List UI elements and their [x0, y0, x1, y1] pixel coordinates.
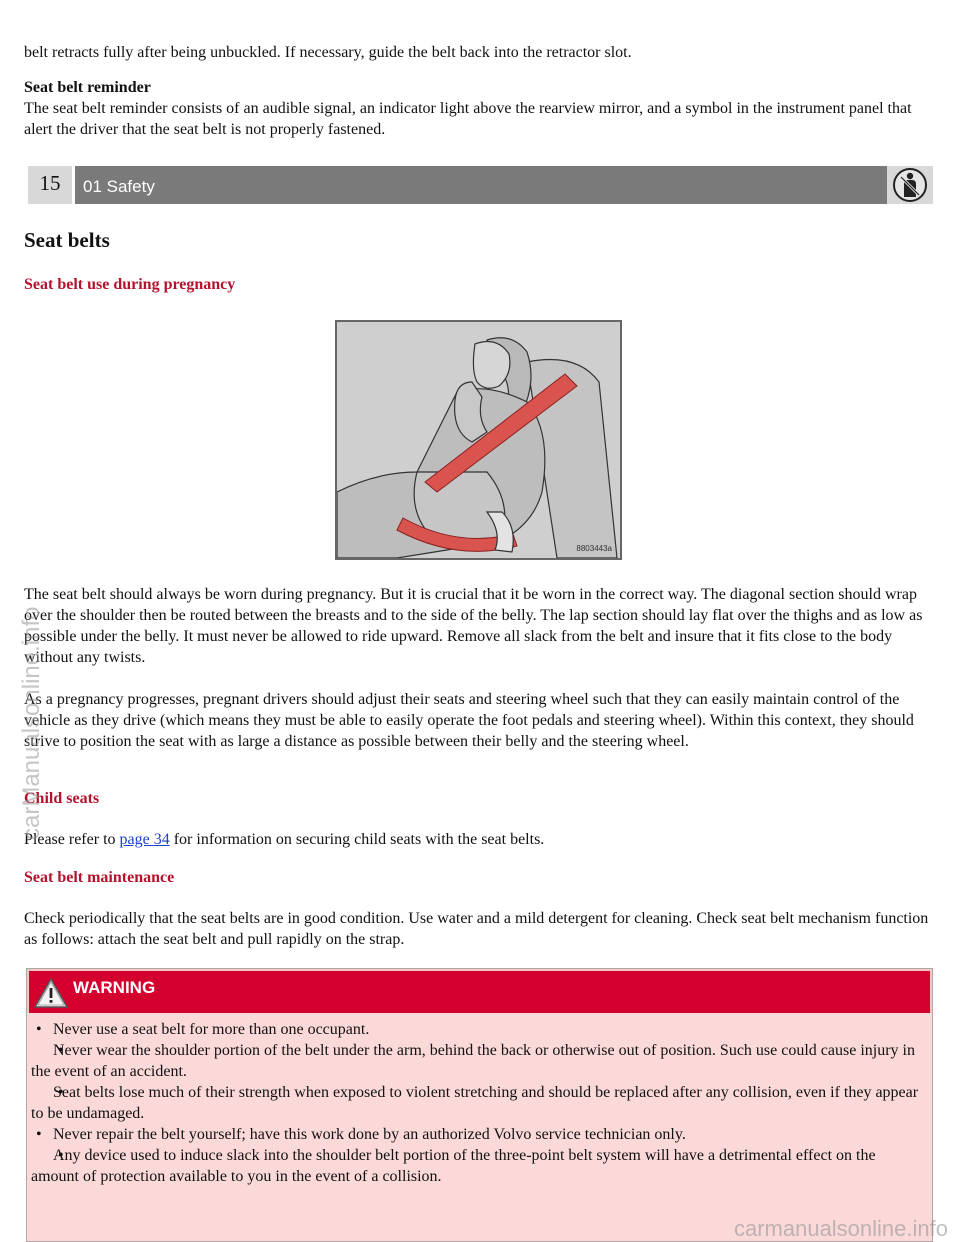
warning-item-text: Any device used to induce slack into the shoulder belt portion of the three-point belt system will have a detrimental effect on the amount of protection available to you in the event of a collision.: [31, 1147, 876, 1185]
maintenance-heading: Seat belt maintenance: [24, 869, 175, 886]
warning-item: [31, 1145, 926, 1187]
warning-item-text: Never use a seat belt for more than one occupant.: [53, 1021, 370, 1038]
warning-triangle-icon: [33, 977, 69, 1009]
side-watermark: carManualsonline.info: [18, 606, 45, 840]
child-seats-text: [24, 829, 936, 850]
warning-item: [31, 1019, 926, 1040]
warning-item: [31, 1124, 926, 1145]
pregnancy-belt-illustration: [335, 320, 622, 560]
child-seats-paragraph: [24, 829, 936, 850]
page-title: Seat belts: [24, 228, 110, 252]
child-seats-text-after: for information on securing child seats with the seat belts.: [169, 831, 545, 848]
warning-item: [31, 1040, 926, 1082]
figure-code: 8803443a: [576, 544, 612, 553]
reminder-heading: Seat belt reminder: [24, 79, 151, 96]
pregnant-driver-drawing: [337, 322, 620, 558]
maintenance-text: [24, 908, 936, 950]
section-title: 01 Safety: [83, 177, 155, 196]
pregnancy-heading: Seat belt use during pregnancy: [24, 276, 236, 293]
page-number: 15: [28, 166, 72, 204]
child-seats-text-before: Please refer to: [24, 831, 120, 848]
child-seats-heading: Child seats: [24, 790, 100, 807]
warning-header: [27, 969, 932, 1013]
section-title-bar: [75, 166, 933, 204]
warning-item-text: Seat belts lose much of their strength when exposed to violent stretching and should be replaced after any collision, even if they appear to be undamaged.: [31, 1084, 919, 1122]
seatbelt-icon: [887, 166, 933, 204]
intro-paragraph: belt retracts fully after being unbuckled. If necessary, guide the belt back into the retractor slot.: [24, 44, 632, 61]
pregnancy-paragraph-1: The seat belt should always be worn during pregnancy. But it is crucial that it be worn in the correct way. The diagonal section should wrap over the shoulder then be routed between the breasts and to the side of the belly. The lap section should lay flat over the thighs and as low as possible under the belly. It must never be allowed to ride upward. Remove all slack from the belt and insure that it fits close to the body without any twists.: [24, 586, 923, 666]
page-content: [24, 0, 936, 140]
warning-box: [26, 968, 933, 1242]
warning-list: [31, 1019, 932, 1187]
warning-item-text: Never wear the shoulder portion of the belt under the arm, behind the back or otherwise out of position. Such use could cause injury in the event of an accident.: [31, 1042, 915, 1080]
warning-item-text: Never repair the belt yourself; have this work done by an authorized Volvo service technician only.: [53, 1126, 686, 1143]
maintenance-paragraph: Check periodically that the seat belts are in good condition. Use water and a mild detergent for cleaning. Check seat belt mechanism function as follows: attach the seat belt and pull rapidly on the strap.: [24, 910, 929, 948]
footer-watermark: carmanualsonline.info: [733, 1216, 948, 1241]
pregnancy-text: [24, 584, 936, 752]
pregnancy-paragraph-2: As a pregnancy progresses, pregnant drivers should adjust their seats and steering wheel such that they can easily maintain control of the vehicle as they drive (which means they must be able to easily operate the foot pedals and steering wheel). Within this context, they should strive to position the seat with as large a distance as possible between their belly and the steering wheel.: [24, 691, 914, 750]
warning-item: [31, 1082, 926, 1124]
section-header-bar: [28, 166, 933, 204]
warning-title: WARNING: [73, 978, 156, 997]
page-34-link[interactable]: page 34: [119, 831, 170, 848]
reminder-paragraph: The seat belt reminder consists of an audible signal, an indicator light above the rearview mirror, and a symbol in the instrument panel that alert the driver that the seat belt is not properly fastened.: [24, 100, 912, 138]
